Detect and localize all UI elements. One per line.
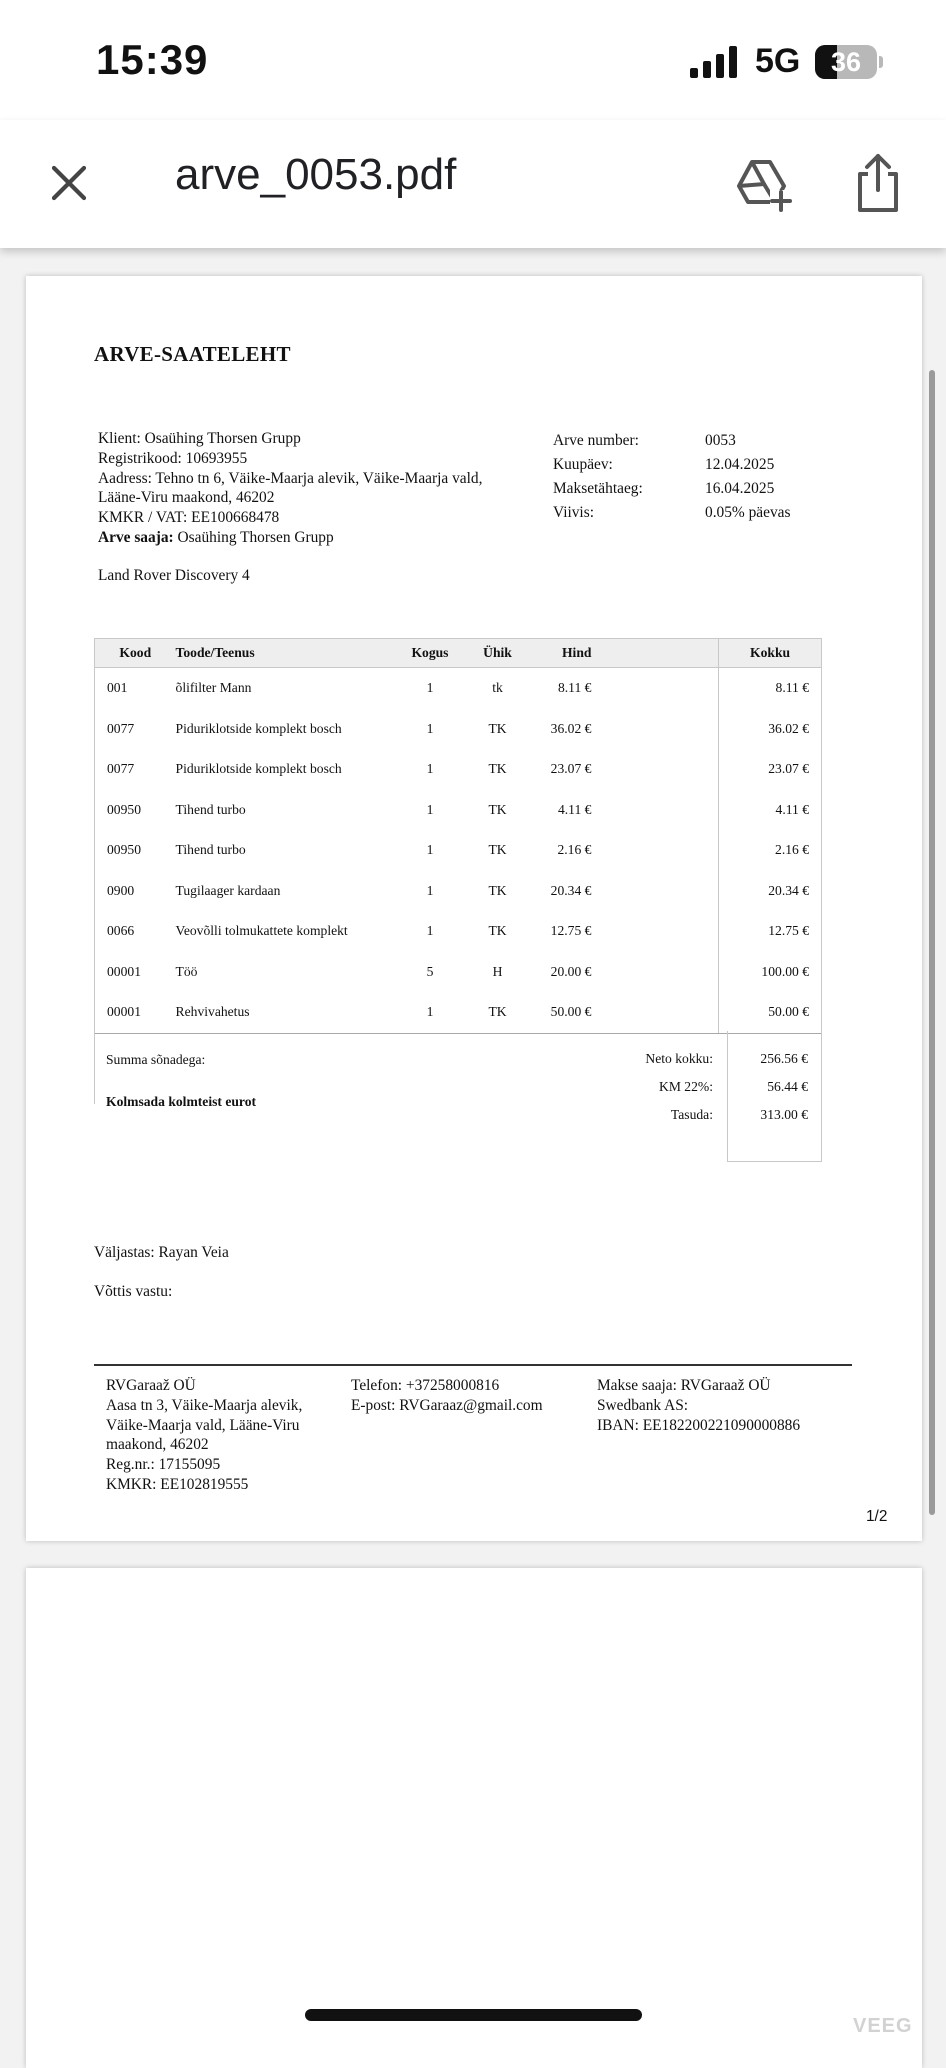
cell-qty: 1 bbox=[426, 761, 434, 777]
add-to-drive-icon[interactable] bbox=[730, 150, 796, 216]
vehicle-name: Land Rover Discovery 4 bbox=[98, 567, 250, 584]
client-address-cont: Lääne-Viru maakond, 46202 bbox=[98, 489, 275, 507]
status-time: 15:39 bbox=[96, 36, 209, 83]
cell-unit: TK bbox=[488, 720, 507, 736]
share-icon[interactable] bbox=[848, 150, 908, 216]
total-value: 56.44 € bbox=[767, 1079, 808, 1094]
cell-unit: H bbox=[492, 963, 503, 979]
invoice-recipient bbox=[98, 528, 482, 548]
cell-code: 00001 bbox=[95, 992, 176, 1033]
watermark: VEEG bbox=[853, 2015, 913, 2037]
pdf-page-1 bbox=[26, 276, 922, 1541]
invoice-title: ARVE-SAATELEHT bbox=[94, 342, 291, 366]
meta-row bbox=[553, 501, 790, 525]
cell-code: 00001 bbox=[95, 952, 176, 993]
footer-contact bbox=[351, 1376, 543, 1416]
cell-unit: TK bbox=[488, 761, 507, 777]
cell-price: 20.34 € bbox=[550, 882, 592, 898]
footer-company bbox=[106, 1376, 302, 1495]
footer-line: Makse saaja: RVGaraaž OÜ bbox=[597, 1377, 771, 1394]
close-icon[interactable] bbox=[44, 158, 94, 208]
meta-label: Kuupäev: bbox=[553, 456, 613, 473]
viewer-header bbox=[0, 120, 946, 248]
cell-unit: TK bbox=[488, 801, 507, 817]
cell-desc: Tihend turbo bbox=[175, 801, 246, 817]
cell-qty: 1 bbox=[426, 720, 434, 736]
cell-price: 2.16 € bbox=[557, 842, 592, 858]
cell-qty: 1 bbox=[426, 882, 434, 898]
col-code: Kood bbox=[95, 639, 176, 668]
cell-desc: Töö bbox=[175, 963, 198, 979]
network-type: 5G bbox=[755, 42, 801, 80]
table-row bbox=[95, 668, 822, 709]
total-row bbox=[586, 1079, 812, 1107]
status-bar bbox=[0, 0, 946, 120]
totals bbox=[586, 1051, 812, 1135]
meta-label: Maksetähtaeg: bbox=[553, 480, 643, 497]
cell-desc: Tihend turbo bbox=[175, 842, 246, 858]
table-row bbox=[95, 790, 822, 831]
cell-price: 36.02 € bbox=[550, 720, 592, 736]
client-name: Klient: Osaühing Thorsen Grupp bbox=[98, 430, 301, 447]
page-number: 1/2 bbox=[866, 1508, 888, 1525]
cell-total: 4.11 € bbox=[719, 790, 822, 831]
cell-desc: Veovõlli tolmukattete komplekt bbox=[175, 923, 348, 939]
cellular-signal-icon bbox=[690, 46, 742, 78]
cell-price: 12.75 € bbox=[550, 923, 592, 939]
footer-line: Swedbank AS: bbox=[597, 1396, 689, 1414]
cell-total: 23.07 € bbox=[719, 749, 822, 790]
footer-line: maakond, 46202 bbox=[106, 1436, 209, 1454]
cell-gap bbox=[591, 749, 718, 790]
recipient-value: Osaühing Thorsen Grupp bbox=[177, 528, 334, 546]
meta-row bbox=[553, 477, 790, 501]
client-reg-code: Registrikood: 10693955 bbox=[98, 449, 248, 467]
cell-unit: TK bbox=[488, 923, 507, 939]
cell-price: 4.11 € bbox=[557, 801, 592, 817]
footer-payment bbox=[597, 1376, 800, 1435]
meta-value: 16.04.2025 bbox=[705, 480, 775, 497]
battery-tip bbox=[879, 56, 883, 68]
cell-code: 00950 bbox=[95, 830, 176, 871]
table-row bbox=[95, 871, 822, 912]
pdf-page-2 bbox=[26, 1568, 922, 2068]
scrollbar[interactable] bbox=[929, 370, 935, 1515]
items-table bbox=[94, 638, 822, 1034]
meta-value: 0.05% päevas bbox=[705, 504, 791, 521]
cell-gap bbox=[591, 709, 718, 750]
cell-gap bbox=[591, 668, 718, 709]
cell-code: 0077 bbox=[95, 749, 176, 790]
cell-total: 50.00 € bbox=[719, 992, 822, 1033]
sum-words-label: Summa sõnadega: bbox=[106, 1052, 206, 1067]
footer-line: E-post: RVGaraaz@gmail.com bbox=[351, 1396, 543, 1414]
cell-gap bbox=[591, 952, 718, 993]
cell-unit: tk bbox=[492, 680, 503, 696]
received-by: Võttis vastu: bbox=[94, 1283, 173, 1300]
table-row bbox=[95, 952, 822, 993]
table-row bbox=[95, 911, 822, 952]
footer-line: Aasa tn 3, Väike-Maarja alevik, bbox=[106, 1396, 303, 1414]
cell-qty: 1 bbox=[426, 842, 434, 858]
meta-label: Viivis: bbox=[553, 504, 594, 521]
client-vat: KMKR / VAT: EE100668478 bbox=[98, 509, 280, 527]
col-total: Kokku bbox=[719, 639, 822, 668]
cell-qty: 1 bbox=[426, 923, 434, 939]
total-label: KM 22%: bbox=[659, 1079, 713, 1094]
cell-code: 001 bbox=[95, 668, 176, 709]
cell-price: 8.11 € bbox=[557, 680, 592, 696]
cell-qty: 1 bbox=[394, 992, 467, 1033]
total-label: Tasuda: bbox=[670, 1107, 713, 1122]
cell-desc: õlifilter Mann bbox=[175, 680, 252, 696]
cell-total: 20.34 € bbox=[719, 871, 822, 912]
file-title: arve_0053.pdf bbox=[175, 150, 457, 199]
cell-desc: Rehvivahetus bbox=[176, 992, 394, 1033]
col-gap bbox=[591, 639, 718, 668]
total-label: Neto kokku: bbox=[645, 1051, 713, 1066]
table-row bbox=[95, 709, 822, 750]
cell-unit: TK bbox=[466, 992, 529, 1033]
cell-price: 23.07 € bbox=[550, 761, 592, 777]
meta-label: Arve number: bbox=[553, 432, 639, 449]
total-value: 256.56 € bbox=[760, 1051, 808, 1066]
sum-section-border bbox=[94, 1031, 95, 1104]
client-info bbox=[98, 429, 482, 548]
cell-desc: Piduriklotside komplekt bosch bbox=[175, 720, 342, 736]
footer-line: Telefon: +37258000816 bbox=[351, 1377, 500, 1394]
cell-gap bbox=[591, 992, 718, 1033]
meta-value: 12.04.2025 bbox=[705, 456, 775, 473]
total-row bbox=[586, 1107, 812, 1135]
table-row bbox=[95, 992, 822, 1033]
issued-by: Väljastas: Rayan Veia bbox=[94, 1244, 229, 1261]
cell-qty: 1 bbox=[426, 801, 434, 817]
cell-code: 0900 bbox=[95, 871, 176, 912]
recipient-label: Arve saaja: bbox=[98, 528, 174, 546]
footer-line: Reg.nr.: 17155095 bbox=[106, 1456, 221, 1474]
cell-price: 20.00 € bbox=[550, 963, 592, 979]
footer-line: Väike-Maarja vald, Lääne-Viru bbox=[106, 1416, 300, 1434]
home-indicator[interactable] bbox=[305, 2009, 642, 2021]
cell-unit: TK bbox=[488, 842, 507, 858]
cell-code: 00950 bbox=[95, 790, 176, 831]
cell-code: 0077 bbox=[95, 709, 176, 750]
cell-total: 36.02 € bbox=[719, 709, 822, 750]
cell-qty: 5 bbox=[426, 963, 434, 979]
col-price: Hind bbox=[529, 639, 592, 668]
footer-line: RVGaraaž OÜ bbox=[106, 1377, 196, 1394]
footer-line: KMKR: EE102819555 bbox=[106, 1475, 249, 1493]
cell-qty: 1 bbox=[426, 680, 434, 696]
table-row bbox=[95, 749, 822, 790]
cell-price: 50.00 € bbox=[529, 992, 592, 1033]
client-address: Aadress: Tehno tn 6, Väike-Maarja alevik, Väike-Maarja vald, bbox=[98, 469, 483, 487]
table-header-row bbox=[95, 639, 822, 668]
meta-row bbox=[553, 429, 790, 453]
footer-divider bbox=[94, 1364, 852, 1366]
cell-gap bbox=[591, 790, 718, 831]
cell-gap bbox=[591, 830, 718, 871]
cell-gap bbox=[591, 871, 718, 912]
cell-desc: Piduriklotside komplekt bosch bbox=[175, 761, 342, 777]
sum-words: Kolmsada kolmteist eurot bbox=[106, 1094, 257, 1109]
meta-value: 0053 bbox=[705, 432, 736, 449]
cell-total: 2.16 € bbox=[719, 830, 822, 871]
total-row bbox=[586, 1051, 812, 1079]
cell-total: 8.11 € bbox=[719, 668, 822, 709]
battery-level: 36 bbox=[830, 47, 862, 77]
table-row bbox=[95, 830, 822, 871]
col-desc: Toode/Teenus bbox=[176, 639, 394, 668]
cell-desc: Tugilaager kardaan bbox=[175, 882, 281, 898]
cell-total: 100.00 € bbox=[719, 952, 822, 993]
meta-row bbox=[553, 453, 790, 477]
col-unit: Ühik bbox=[466, 639, 529, 668]
col-qty: Kogus bbox=[394, 639, 467, 668]
cell-code: 0066 bbox=[95, 911, 176, 952]
cell-total: 12.75 € bbox=[719, 911, 822, 952]
cell-unit: TK bbox=[488, 882, 507, 898]
total-value: 313.00 € bbox=[760, 1107, 808, 1122]
footer-line: IBAN: EE182200221090000886 bbox=[597, 1416, 801, 1434]
battery-icon bbox=[815, 45, 877, 79]
cell-gap bbox=[591, 911, 718, 952]
invoice-meta bbox=[553, 429, 790, 525]
